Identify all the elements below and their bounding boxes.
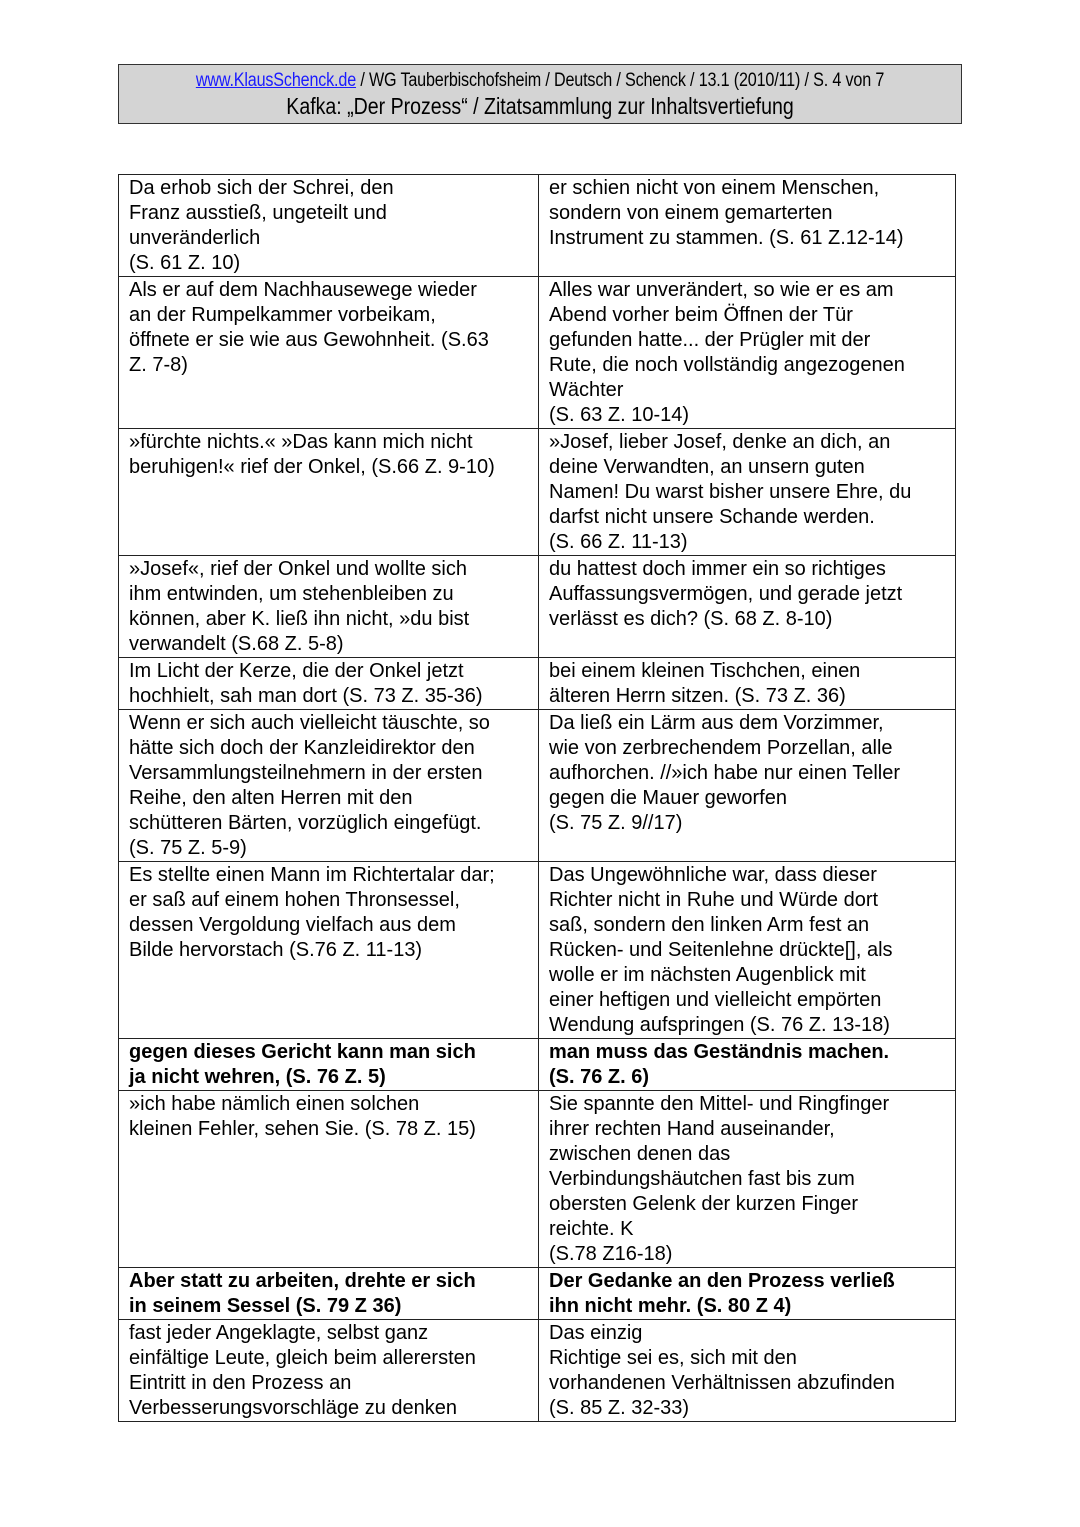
quote-table	[118, 174, 956, 1422]
quote-cell-left: gegen dieses Gericht kann man sich ja nicht wehren, (S. 76 Z. 5)	[119, 1039, 539, 1091]
quote-cell-right: »Josef, lieber Josef, denke an dich, an deine Verwandten, an unsern guten Namen! Du warst bisher unsere Ehre, du darfst nicht unsere Schande werden. (S. 66 Z. 11-13)	[539, 429, 956, 556]
quote-row	[119, 1091, 956, 1268]
header-meta-line	[182, 70, 898, 92]
quote-cell-left: »ich habe nämlich einen solchen kleinen Fehler, sehen Sie. (S. 78 Z. 15)	[119, 1091, 539, 1268]
quote-cell-right: Das Ungewöhnliche war, dass dieser Richter nicht in Ruhe und Würde dort saß, sondern den linken Arm fest an Rücken- und Seitenlehne drückte[], als wolle er im nächsten Augenblick mit einer heftigen und vielleicht empörten Wendung aufspringen (S. 76 Z. 13-18)	[539, 862, 956, 1039]
quote-cell-left: Wenn er sich auch vielleicht täuschte, so hätte sich doch der Kanzleidirektor den Versammlungsteilnehmern in der ersten Reihe, den alten Herren mit den schütteren Bärten, vorzüglich eingefügt. (S. 75 Z. 5-9)	[119, 710, 539, 862]
quote-cell-left: Da erhob sich der Schrei, den Franz ausstieß, ungeteilt und unveränderlich (S. 61 Z. 10)	[119, 175, 539, 277]
quote-row	[119, 710, 956, 862]
quote-cell-right: Der Gedanke an den Prozess verließ ihn nicht mehr. (S. 80 Z 4)	[539, 1268, 956, 1320]
quote-row	[119, 1320, 956, 1422]
quote-cell-left: Als er auf dem Nachhausewege wieder an der Rumpelkammer vorbeikam, öffnete er sie wie aus Gewohnheit. (S.63 Z. 7-8)	[119, 277, 539, 429]
quote-cell-right: Alles war unverändert, so wie er es am Abend vorher beim Öffnen der Tür gefunden hatte... der Prügler mit der Rute, die noch vollständig angezogenen Wächter (S. 63 Z. 10-14)	[539, 277, 956, 429]
quote-row	[119, 1039, 956, 1091]
quote-cell-right: bei einem kleinen Tischchen, einen älteren Herrn sitzen. (S. 73 Z. 36)	[539, 658, 956, 710]
quote-row	[119, 277, 956, 429]
document-title: Kafka: „Der Prozess“ / Zitatsammlung zur Inhaltsvertiefung	[286, 93, 794, 119]
quote-row	[119, 862, 956, 1039]
quote-cell-right: man muss das Geständnis machen. (S. 76 Z. 6)	[539, 1039, 956, 1091]
quote-cell-left: Im Licht der Kerze, die der Onkel jetzt hochhielt, sah man dort (S. 73 Z. 35-36)	[119, 658, 539, 710]
quote-cell-left: fast jeder Angeklagte, selbst ganz einfältige Leute, gleich beim allerersten Eintritt in den Prozess an Verbesserungsvorschläge zu denken	[119, 1320, 539, 1422]
quote-cell-right: Das einzig Richtige sei es, sich mit den vorhandenen Verhältnissen abzufinden (S. 85 Z. 32-33)	[539, 1320, 956, 1422]
quote-row	[119, 175, 956, 277]
quote-row	[119, 556, 956, 658]
page-header	[118, 64, 962, 124]
quote-cell-right: er schien nicht von einem Menschen, sondern von einem gemarterten Instrument zu stammen. (S. 61 Z.12-14)	[539, 175, 956, 277]
quote-row	[119, 429, 956, 556]
quote-row	[119, 658, 956, 710]
quote-cell-left: Aber statt zu arbeiten, drehte er sich in seinem Sessel (S. 79 Z 36)	[119, 1268, 539, 1320]
quote-cell-right: du hattest doch immer ein so richtiges Auffassungsvermögen, und gerade jetzt verlässt es dich? (S. 68 Z. 8-10)	[539, 556, 956, 658]
quote-cell-left: »Josef«, rief der Onkel und wollte sich ihm entwinden, um stehenbleiben zu können, aber K. ließ ihn nicht, »du bist verwandelt (S.68 Z. 5-8)	[119, 556, 539, 658]
quote-cell-right: Sie spannte den Mittel- und Ringfinger ihrer rechten Hand auseinander, zwischen denen das Verbindungshäutchen fast bis zum obersten Gelenk der kurzen Finger reichte. K (S.78 Z16-18)	[539, 1091, 956, 1268]
quote-cell-left: »fürchte nichts.« »Das kann mich nicht beruhigen!« rief der Onkel, (S.66 Z. 9-10)	[119, 429, 539, 556]
website-link[interactable]: www.KlausSchenck.de	[195, 70, 357, 91]
quote-cell-left: Es stellte einen Mann im Richtertalar dar; er saß auf einem hohen Thronsessel, dessen Vergoldung vielfach aus dem Bilde hervorstach (S.76 Z. 11-13)	[119, 862, 539, 1039]
quote-row	[119, 1268, 956, 1320]
quote-cell-right: Da ließ ein Lärm aus dem Vorzimmer, wie von zerbrechendem Porzellan, alle aufhorchen. //»ich habe nur einen Teller gegen die Mauer geworfen (S. 75 Z. 9//17)	[539, 710, 956, 862]
header-meta: / WG Tauberbischofsheim / Deutsch / Schenck / 13.1 (2010/11) / S. 4 von 7	[356, 70, 885, 91]
